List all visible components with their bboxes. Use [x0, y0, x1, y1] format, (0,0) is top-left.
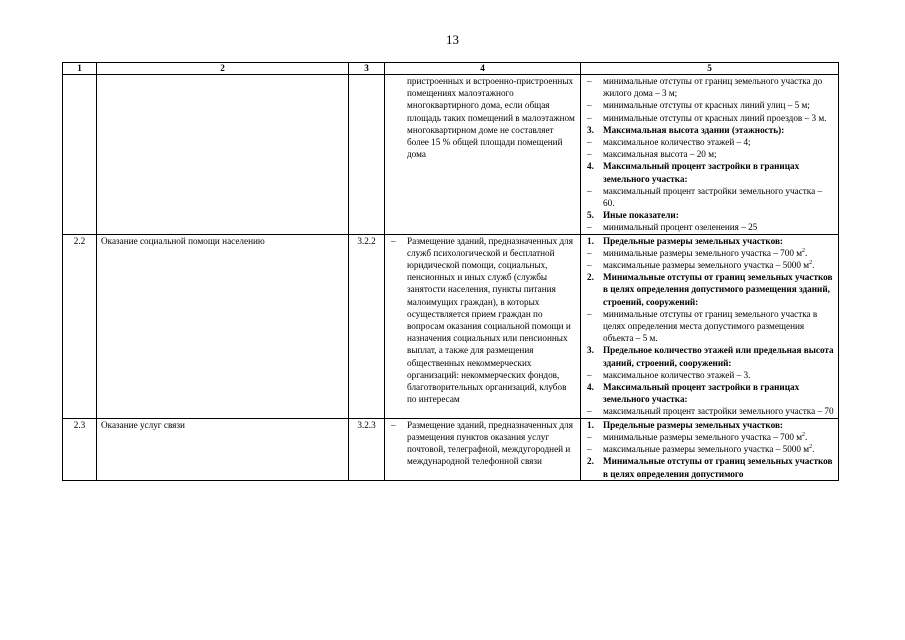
header-col-3: 3: [349, 63, 385, 75]
parameter-item: [585, 369, 834, 381]
header-col-5: 5: [581, 63, 839, 75]
parameter-text: минимальные размеры земельного участка – 700 м: [603, 431, 803, 442]
list-marker: –: [587, 149, 592, 160]
table-body: [63, 75, 839, 481]
dash-marker: –: [391, 419, 396, 430]
header-col-4: 4: [385, 63, 581, 75]
parameter-item: [585, 99, 834, 111]
parameter-text: Иные показатели:: [603, 210, 679, 221]
list-marker: –: [587, 247, 592, 258]
dash-marker: –: [391, 235, 396, 246]
parameter-item: [585, 112, 834, 124]
parameter-heading: [585, 381, 834, 405]
parameter-item: [585, 405, 834, 417]
row-description: [385, 418, 581, 480]
regulations-table: [62, 62, 839, 481]
parameter-text: минимальные отступы от границ земельного участка до жилого дома – 3 м;: [603, 76, 823, 99]
parameter-heading: [585, 419, 834, 431]
parameter-heading: [585, 455, 834, 479]
parameter-text: минимальные размеры земельного участка – 700 м: [603, 247, 803, 258]
parameter-tail: .: [812, 260, 815, 271]
list-marker: 2.: [587, 272, 594, 283]
list-marker: 4.: [587, 161, 594, 172]
parameter-text: минимальные отступы от красных линий проездов – 3 м.: [603, 112, 827, 123]
parameter-item: [585, 259, 834, 271]
list-marker: 5.: [587, 210, 594, 221]
list-marker: 4.: [587, 382, 594, 393]
superscript: 2: [802, 431, 806, 438]
parameter-text: максимальное количество этажей – 3.: [603, 369, 751, 380]
parameter-text: максимальные размеры земельного участка – 5000 м: [603, 260, 810, 271]
row-description: [385, 234, 581, 418]
parameter-item: [585, 185, 834, 209]
row-name: [97, 75, 349, 235]
row-number: 2.2: [63, 234, 97, 418]
parameter-text: Предельные размеры земельных участков:: [603, 235, 783, 246]
parameter-text: Предельное количество этажей или предельная высота зданий, строений, сооружений:: [603, 345, 834, 368]
parameter-item: [585, 247, 834, 259]
parameter-item: [585, 431, 834, 443]
list-marker: 1.: [587, 235, 594, 246]
row-name: Оказание услуг связи: [97, 418, 349, 480]
list-marker: –: [587, 431, 592, 442]
parameter-heading: [585, 160, 834, 184]
parameter-text: максимальная высота – 20 м;: [603, 149, 717, 160]
row-parameters: [581, 234, 839, 418]
list-marker: –: [587, 260, 592, 271]
list-marker: –: [587, 137, 592, 148]
parameter-text: Предельные размеры земельных участков:: [603, 419, 783, 430]
parameter-text: максимальный процент застройки земельного участка – 60.: [603, 185, 823, 209]
header-col-1: 1: [63, 63, 97, 75]
header-col-2: 2: [97, 63, 349, 75]
parameter-item: [585, 136, 834, 148]
list-marker: 2.: [587, 456, 594, 467]
row-number: 2.3: [63, 418, 97, 480]
list-marker: –: [587, 100, 592, 111]
page-number: 13: [446, 32, 459, 47]
parameter-text: Максимальный процент застройки в границах земельного участка:: [603, 382, 800, 405]
parameter-text: Минимальные отступы от границ земельных участков в целях определения допустимого размещения зданий, строений, сооружений:: [603, 272, 833, 307]
parameter-heading: [585, 344, 834, 368]
table-row: [63, 75, 839, 235]
list-marker: –: [587, 308, 592, 319]
parameter-heading: [585, 271, 834, 308]
description-text: Размещение зданий, предназначенных для размещения пунктов оказания услуг почтовой, телеграфной, междугородней и международной телефонной связи: [407, 419, 573, 467]
parameter-tail: .: [805, 247, 808, 258]
row-parameters: [581, 75, 839, 235]
list-marker: –: [587, 222, 592, 233]
parameter-text: минимальный процент озеленения – 25: [603, 222, 758, 233]
list-marker: –: [587, 444, 592, 455]
description-item: [389, 419, 576, 468]
parameter-heading: [585, 209, 834, 221]
table-row: [63, 418, 839, 480]
row-code: 3.2.2: [349, 234, 385, 418]
list-marker: 1.: [587, 419, 594, 430]
parameter-text: Минимальные отступы от границ земельных участков в целях определения допустимого: [603, 456, 833, 479]
description-item: [389, 235, 576, 406]
row-description: [385, 75, 581, 235]
parameter-tail: .: [805, 431, 808, 442]
parameter-text: минимальные отступы от красных линий улиц – 5 м;: [603, 100, 810, 111]
parameter-text: максимальное количество этажей – 4;: [603, 137, 751, 148]
parameter-text: Максимальная высота здании (этажность):: [603, 124, 785, 135]
list-marker: –: [587, 369, 592, 380]
superscript: 2: [809, 259, 813, 266]
row-parameters: [581, 418, 839, 480]
list-marker: –: [587, 406, 592, 417]
superscript: 2: [802, 247, 806, 254]
header-row: [63, 63, 839, 75]
parameter-item: [585, 75, 834, 99]
table-row: [63, 234, 839, 418]
parameter-heading: [585, 235, 834, 247]
superscript: 2: [809, 444, 813, 451]
row-name: Оказание социальной помощи населению: [97, 234, 349, 418]
list-marker: –: [587, 112, 592, 123]
parameter-text: максимальный процент застройки земельного участка – 70: [603, 406, 834, 417]
parameter-text: максимальные размеры земельного участка – 5000 м: [603, 444, 810, 455]
parameter-item: [585, 221, 834, 233]
list-marker: 3.: [587, 124, 594, 135]
parameter-item: [585, 443, 834, 455]
description-text: Размещение зданий, предназначенных для служб психологической и бесплатной юридической помощи, социальных, пенсионных и иных служб (службы занятости населения, пункты питания малоимущих граждан), в которых осуществляется прием граждан по вопросам оказания социальной помощи и назначения социальных или пенсионных выплат, а также для размещения общественных некоммерческих организаций: некоммерческих фондов, благотворительных организаций, клубов по интересам: [407, 235, 573, 405]
parameter-text: минимальные отступы от границ земельного участка в целях определения места допустимого размещения объекта – 5 м.: [603, 308, 818, 344]
row-code: [349, 75, 385, 235]
parameter-item: [585, 148, 834, 160]
parameter-heading: [585, 124, 834, 136]
list-marker: –: [587, 185, 592, 196]
parameter-text: Максимальный процент застройки в границах земельного участка:: [603, 161, 800, 184]
parameter-item: [585, 308, 834, 345]
description-text: пристроенных и встроенно-пристроенных помещениях малоэтажного многоквартирного дома, если общая площадь таких помещений в малоэтажном многоквартирном доме не составляет более 15 % общей площади помещений дома: [407, 76, 575, 160]
list-marker: 3.: [587, 345, 594, 356]
row-number: [63, 75, 97, 235]
row-code: 3.2.3: [349, 418, 385, 480]
parameter-tail: .: [812, 444, 815, 455]
list-marker: –: [587, 76, 592, 86]
